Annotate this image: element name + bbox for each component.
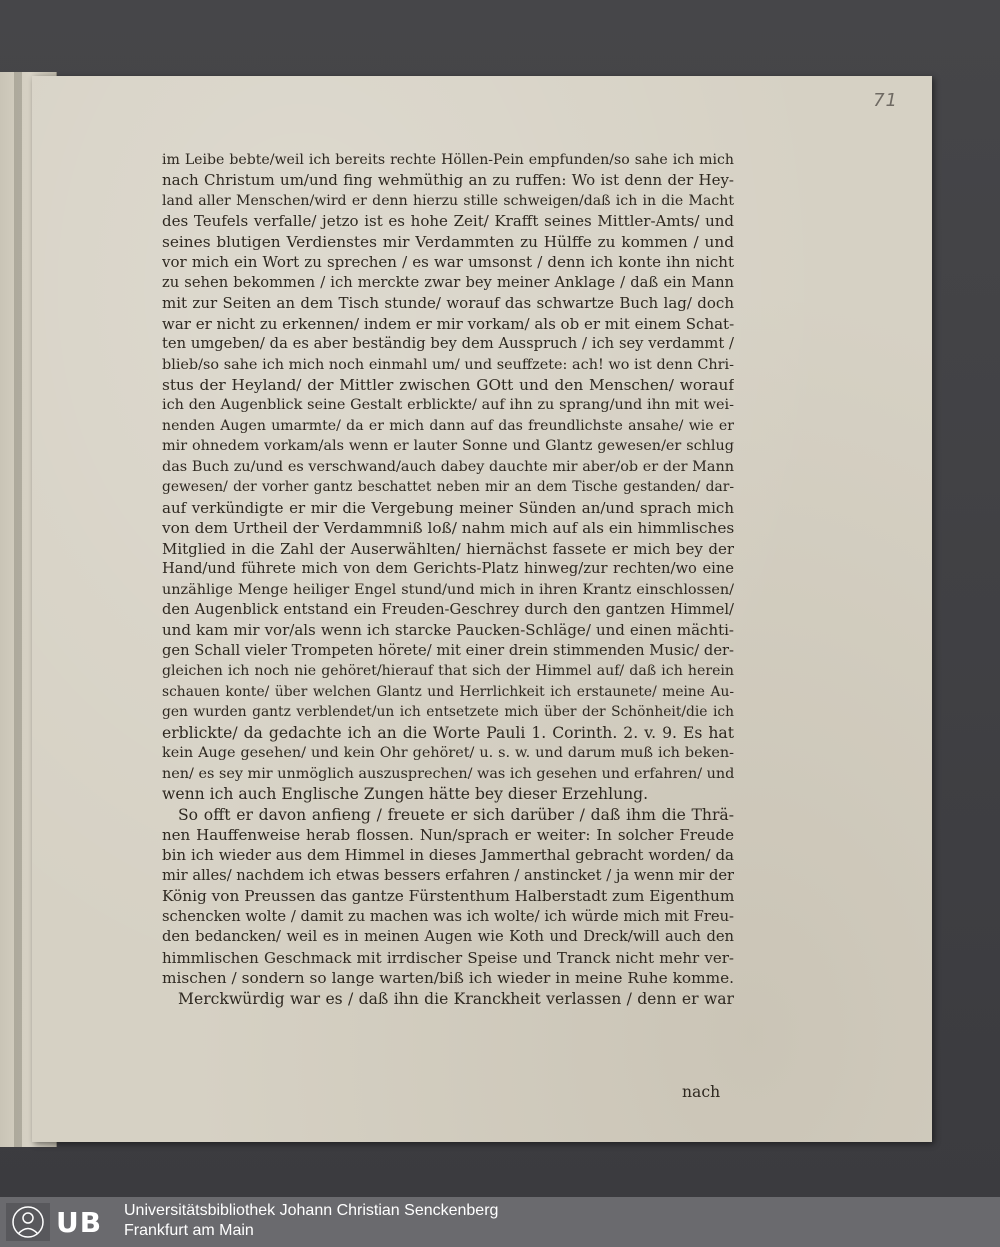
text-line: gleichen ich noch nie gehöret/hierauf that sich der Himmel auf/ daß ich herein [162,663,734,680]
book-page [32,76,932,1142]
text-line: So offt er davon anfieng / freuete er sich darüber / daß ihm die Thrä- [178,805,734,824]
text-line: seines blutigen Verdienstes mir Verdammten zu Hülffe zu kommen / und [162,232,734,251]
text-line: kein Auge gesehen/ und kein Ohr gehöret/ u. s. w. und darum muß ich beken- [162,745,734,762]
text-line: schencken wolte / damit zu machen was ich wolte/ ich würde mich mit Freu- [162,907,734,925]
library-footer [0,1197,1000,1247]
text-line: des Teufels verfalle/ jetzo ist es hohe Zeit/ Krafft seines Mittler-Amts/ und [162,212,734,231]
text-line: mir ohnedem vorkam/als wenn er lauter Sonne und Glantz gewesen/er schlug [162,438,734,455]
text-line: ten umgeben/ da es aber beständig bey dem Ausspruch / ich sey verdammt / [162,335,734,353]
catchword: nach [682,1083,721,1101]
library-name: Universitätsbibliothek Johann Christian Senckenberg [124,1202,499,1219]
text-line: ich den Augenblick seine Gestalt erblickte/ auf ihn zu sprang/und ihn mit wei- [162,397,734,414]
body-text [162,150,734,1009]
text-line: himmlischen Geschmack mit irrdischer Speise und Tranck nicht mehr ver- [162,948,734,967]
page-number: 71 [873,90,898,111]
text-line: erblickte/ da gedachte ich an die Worte Pauli 1. Corinth. 2. v. 9. Es hat [162,723,734,742]
text-line: mit zur Seiten an dem Tisch stunde/ worauf das schwartze Buch lag/ doch [162,294,734,313]
text-line: bin ich wieder aus dem Himmel in dieses Jammerthal gebracht worden/ da [162,846,734,865]
text-line: den Augenblick entstand ein Freuden-Geschrey durch den gantzen Himmel/ [162,600,734,618]
ub-logo-text: UB [56,1205,103,1239]
library-logo[interactable] [6,1203,116,1241]
library-city: Frankfurt am Main [124,1222,254,1239]
text-line: auf verkündigte er mir die Vergebung meiner Sünden an/und sprach mich [162,498,734,517]
text-line: Hand/und führete mich von dem Gerichts-Platz hinweg/zur rechten/wo eine [162,560,734,578]
text-line: das Buch zu/und es verschwand/auch dabey dauchte mir aber/ob er der Mann [162,458,734,475]
text-line: nen/ es sey mir unmöglich auszusprechen/ was ich gesehen und erfahren/ und [162,765,734,782]
text-line: und kam mir vor/als wenn ich starcke Paucken-Schläge/ und einen mächti- [162,621,734,640]
text-line: nach Christum um/und fing wehmüthig an zu ruffen: Wo ist denn der Hey- [162,171,734,190]
text-line: Mitglied in die Zahl der Auserwählten/ hiernächst fassete er mich bey der [162,539,734,558]
text-line: den bedancken/ weil es in meinen Augen wie Koth und Dreck/will auch den [162,928,734,946]
text-line: nen Hauffenweise herab flossen. Nun/sprach er weiter: In solcher Freude [162,825,734,844]
text-line: im Leibe bebte/weil ich bereits rechte Höllen-Pein empfunden/so sahe ich mich [162,152,734,168]
text-line: mir alles/ nachdem ich etwas bessers erfahren / anstincket / ja wenn mir der [162,866,734,884]
text-line: gen wurden gantz verblendet/un ich entsetzete mich über der Schönheit/die ich [162,704,734,721]
text-line: schauen konte/ über welchen Glantz und Herrlichkeit ich erstaunete/ meine Au- [162,683,734,700]
text-line: war er nicht zu erkennen/ indem er mir vorkam/ als ob er mit einem Schat- [162,314,734,333]
text-line: nenden Augen umarmte/ da er mich dann auf das freundlichste ansahe/ wie er [162,417,734,434]
text-line: mischen / sondern so lange warten/biß ich wieder in meine Ruhe komme. [162,969,734,988]
page-gutter-shadow [14,72,22,1147]
text-line: von dem Urtheil der Verdammniß loß/ nahm mich auf als ein himmlisches [162,519,734,538]
text-line: gewesen/ der vorher gantz beschattet neben mir an dem Tische gestanden/ dar- [162,479,734,496]
text-line: gen Schall vieler Trompeten hörete/ mit einer drein stimmenden Music/ der- [162,641,734,659]
text-line: zu sehen bekommen / ich merckte zwar bey meiner Anklage / daß ein Mann [162,273,734,291]
text-line: stus der Heyland/ der Mittler zwischen GOtt und den Menschen/ worauf [162,375,734,394]
text-line: unzählige Menge heiliger Engel stund/und mich in ihren Krantz einschlossen/ [162,581,734,598]
text-line: wenn ich auch Englische Zungen hätte bey dieser Erzehlung. [162,785,649,804]
text-line: blieb/so sahe ich mich noch einmahl um/ und seuffzete: ach! wo ist denn Chri- [162,356,734,373]
text-line: König von Preussen das gantze Fürstenthum Halberstadt zum Eigenthum [162,887,734,906]
text-line: land aller Menschen/wird er denn hierzu stille schweigen/daß ich in die Macht [162,192,734,209]
text-line: vor mich ein Wort zu sprechen / es war umsonst / denn ich konte ihn nicht [162,253,734,272]
seal-icon [6,1203,50,1241]
text-line: Merckwürdig war es / daß ihn die Kranckheit verlassen / denn er war [178,989,734,1008]
